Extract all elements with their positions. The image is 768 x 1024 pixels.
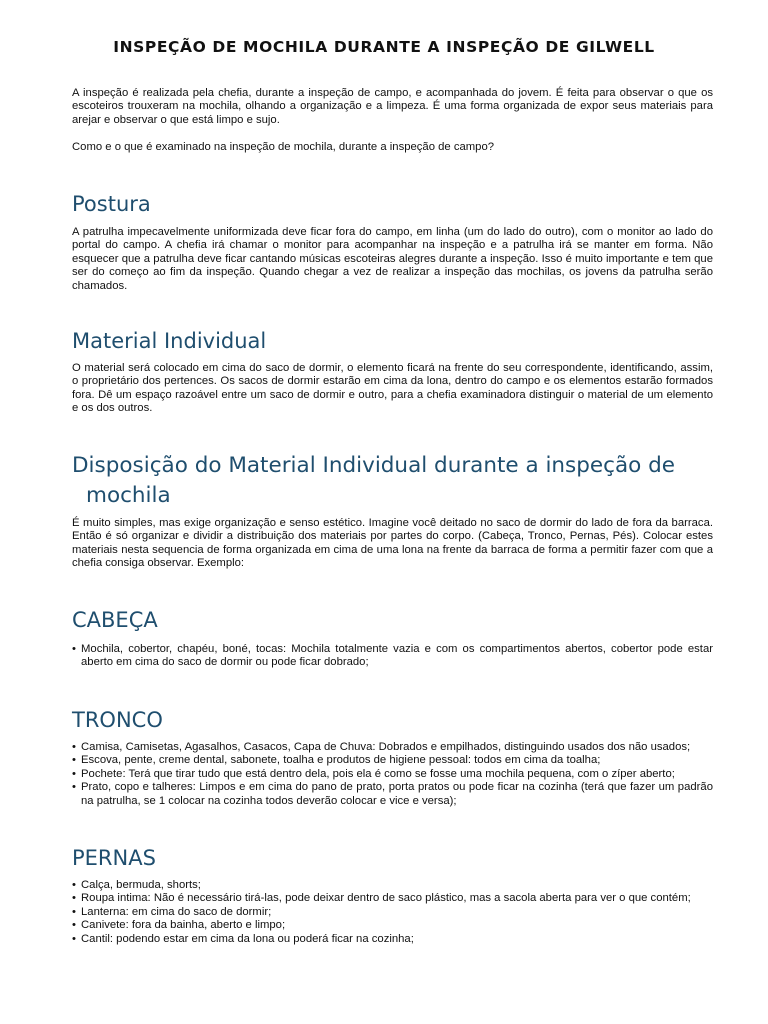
section-heading-material: Material Individual: [72, 329, 267, 353]
list-item: • Cantil: podendo estar em cima da lona ou poderá ficar na cozinha;: [72, 932, 414, 945]
bullet-icon: •: [72, 919, 76, 932]
bullet-icon: •: [72, 932, 76, 945]
postura-paragraph: A patrulha impecavelmente uniformizada deve ficar fora do campo, em linha (um do lado do outro), com o monitor ao lado do portal do campo. A chefia irá chamar o monitor para acompanhar na inspeção e a patrulha irá se manter em forma. Não esquecer que a patrulha deve ficar cantando músicas escoteiras alegres durante a inspeção. Isso é muito importante e tem que ser do começo ao fim da inspeção. Quando chegar a vez de realizar a inspeção das mochilas, os jovens da patrulha serão chamados.: [72, 226, 713, 292]
section-heading-pernas: PERNAS: [72, 846, 156, 870]
section-heading-disposicao: [72, 451, 713, 511]
disposicao-paragraph: É muito simples, mas exige organização e senso estético. Imagine você deitado no saco de dormir do lado de fora da barraca. Então é só organizar e dividir a distribuição dos materiais por partes do corpo. (Cabeça, Tronco, Pernas, Pés). Colocar estes materiais nesta sequencia de forma organizada em cima de uma lona na frente da barraca de forma a permitir fazer com que a chefia consiga observar. Exemplo:: [72, 517, 713, 570]
list-item: • Escova, pente, creme dental, sabonete, toalha e produtos de higiene pessoal: todos em cima da toalha;: [72, 754, 601, 767]
question-paragraph: Como e o que é examinado na inspeção de mochila, durante a inspeção de campo?: [72, 141, 495, 153]
section-heading-cabeca: CABEÇA: [72, 608, 158, 632]
tronco-list: [72, 741, 713, 808]
list-item: • Calça, bermuda, shorts;: [72, 879, 201, 891]
document-title: INSPEÇÃO DE MOCHILA DURANTE A INSPEÇÃO DE GILWELL: [113, 38, 655, 56]
bullet-icon: •: [72, 741, 76, 753]
bullet-icon: •: [72, 754, 76, 767]
disposicao-heading-line2: mochila: [86, 483, 171, 508]
bullet-icon: •: [72, 767, 76, 780]
list-item: • Roupa intima: Não é necessário tirá-las, pode deixar dentro de saco plástico, mas a sacola aberta para ver o que contém;: [72, 892, 691, 905]
material-paragraph: O material será colocado em cima do saco de dormir, o elemento ficará na frente do seu correspondente, identificando, assim, o proprietário dos pertences. Os sacos de dormir estarão em cima da lona, dentro do campo e os elementos estarão formados fora. Dê um espaço razoável entre um saco de dormir e outro, para a chefia examinadora distinguir o material de um elemento e os dos outros.: [72, 362, 713, 415]
intro-paragraph: A inspeção é realizada pela chefia, durante a inspeção de campo, e acompanhada do jovem. É feita para observar o que os escoteiros trouxeram na mochila, olhando a organização e a limpeza. É uma forma organizada de expor seus materiais para arejar e observar o que está limpo e sujo.: [72, 87, 713, 126]
bullet-icon: •: [72, 643, 76, 655]
list-item: • Mochila, cobertor, chapéu, boné, tocas: Mochila totalmente vazia e com os compartimentos abertos, cobertor pode estar aberto em cima do saco de dormir ou pode ficar dobrado;: [72, 643, 713, 669]
bullet-icon: •: [72, 892, 76, 905]
list-item: • Lanterna: em cima do saco de dormir;: [72, 905, 272, 918]
list-item: • Prato, copo e talheres: Limpos e em cima do pano de prato, porta pratos ou pode ficar na cozinha (terá que fazer um padrão na patrulha, se 1 colocar na cozinha todos deverão colocar e vice e versa);: [72, 781, 713, 807]
cabeca-list: [72, 643, 713, 670]
bullet-icon: •: [72, 879, 76, 891]
bullet-icon: •: [72, 905, 76, 918]
pernas-list: [72, 879, 713, 946]
list-item: • Camisa, Camisetas, Agasalhos, Casacos, Capa de Chuva: Dobrados e empilhados, distinguindo usados dos não usados;: [72, 741, 691, 753]
disposicao-heading-line1: Disposição do Material Individual durante a inspeção de: [72, 453, 675, 478]
list-item: • Pochete: Terá que tirar tudo que está dentro dela, pois ela é como se fosse uma mochila pequena, com o zíper aberto;: [72, 767, 675, 780]
section-heading-postura: Postura: [72, 192, 151, 216]
bullet-icon: •: [72, 781, 76, 794]
list-item: • Canivete: fora da bainha, aberto e limpo;: [72, 919, 286, 932]
section-heading-tronco: TRONCO: [72, 708, 163, 732]
